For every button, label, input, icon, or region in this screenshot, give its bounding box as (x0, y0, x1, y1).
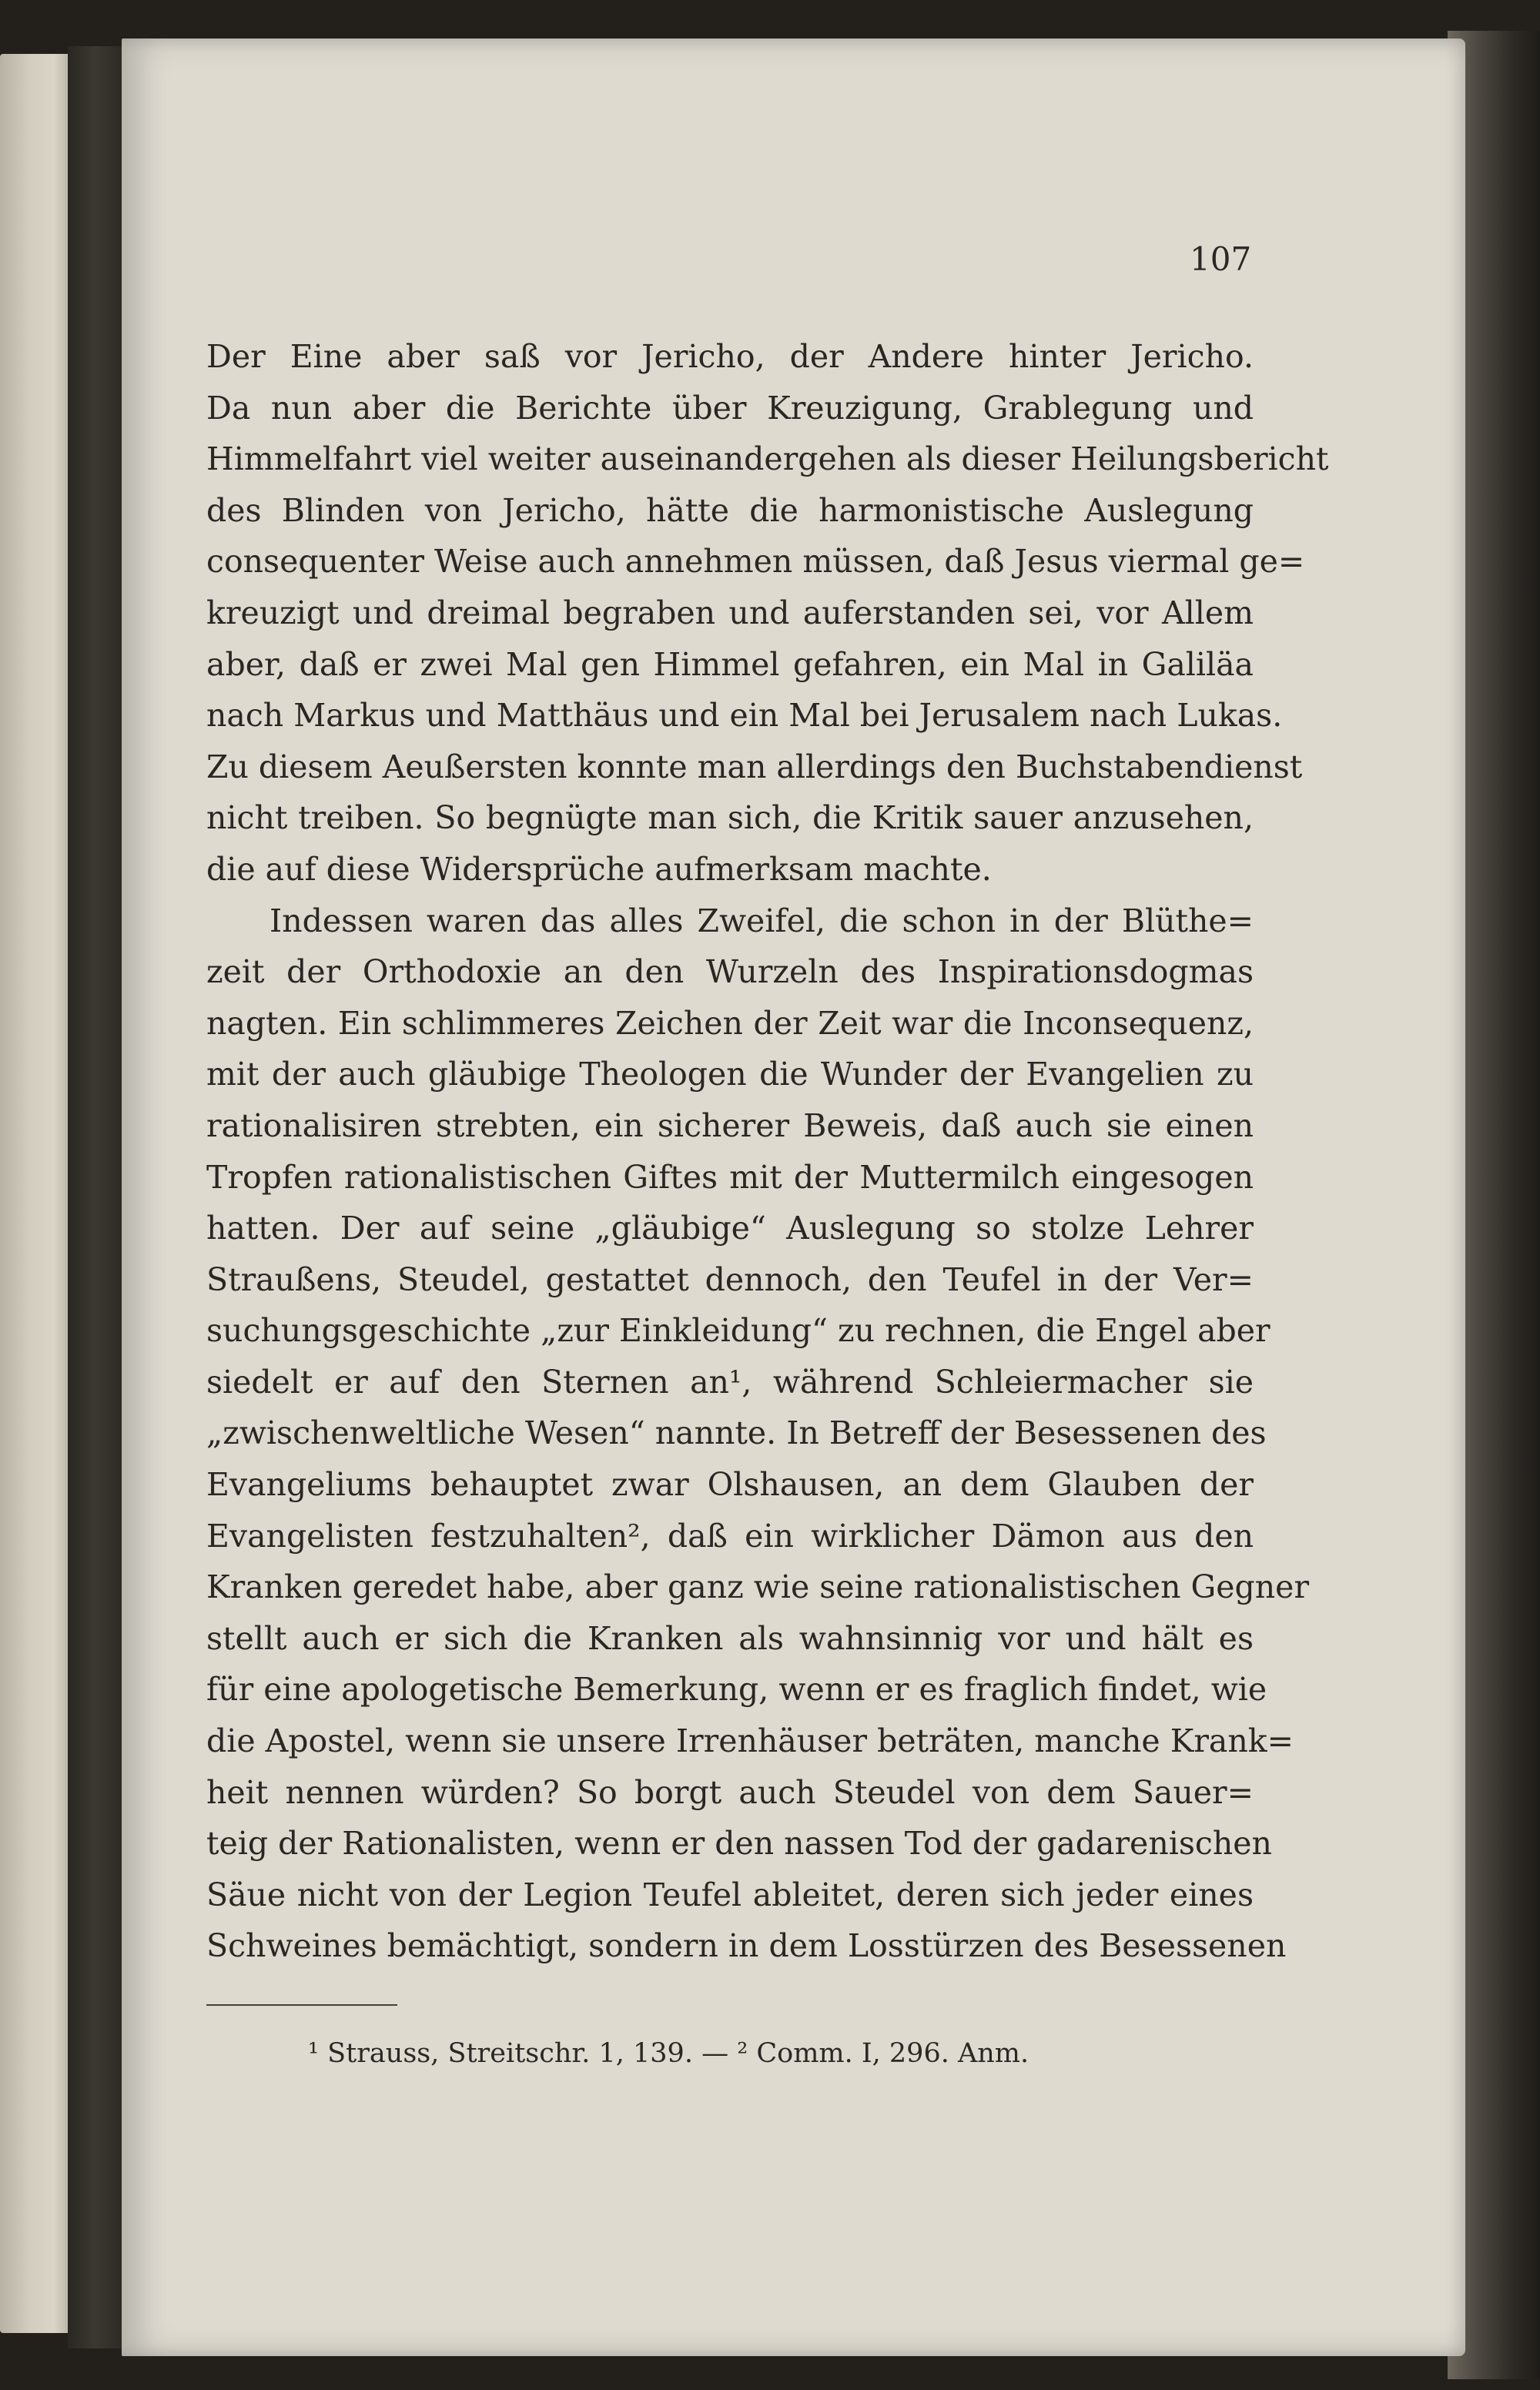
text-line: Zu diesem Aeußersten konnte man allerdings den Buchstabendienst (206, 748, 1303, 785)
text-line: rationalisiren strebten, ein sicherer Beweis, daß auch sie einen (206, 1106, 1254, 1144)
text-line: des Blinden von Jericho, hätte die harmonistische Auslegung (206, 491, 1254, 529)
text-line: Der Eine aber saß vor Jericho, der Andere hinter Jericho. (206, 338, 1254, 375)
text-line: Kranken geredet habe, aber ganz wie seine rationalistischen Gegner (206, 1568, 1310, 1606)
text-line: nach Markus und Matthäus und ein Mal bei Jerusalem nach Lukas. (206, 697, 1283, 735)
text-line: kreuzigt und dreimal begraben und auferstanden sei, vor Allem (206, 594, 1254, 631)
text-line: teig der Rationalisten, wenn er den nassen Tod der gadarenischen (206, 1825, 1272, 1863)
text-line: Indessen waren das alles Zweifel, die schon in der Blüthe= (270, 902, 1254, 939)
text-line: nicht treiben. So begnügte man sich, die Kritik sauer anzusehen, (206, 799, 1254, 837)
text-line: Himmelfahrt viel weiter auseinandergehen als dieser Heilungsbericht (206, 440, 1329, 478)
text-line: „zwischenweltliche Wesen“ nannte. In Betreff der Besessenen des (206, 1414, 1267, 1452)
text-line: hatten. Der auf seine „gläubige“ Auslegung so stolze Lehrer (206, 1210, 1254, 1247)
text-line: nagten. Ein schlimmeres Zeichen der Zeit war die Inconsequenz, (206, 1004, 1254, 1042)
text-line: Evangeliums behauptet zwar Olshausen, an dem Glauben der (206, 1466, 1254, 1504)
text-line: zeit der Orthodoxie an den Wurzeln des Inspirationsdogmas (206, 953, 1254, 991)
footnote-rule (206, 2004, 397, 2006)
text-line: die auf diese Widersprüche aufmerksam machte. (206, 850, 992, 888)
book-gutter (68, 46, 122, 2348)
body-text (206, 331, 1329, 1972)
text-line: Da nun aber die Berichte über Kreuzigung, Grablegung und (206, 389, 1254, 427)
text-line: stellt auch er sich die Kranken als wahnsinnig vor und hält es (206, 1619, 1254, 1657)
page-number: 107 (1190, 240, 1252, 278)
text-line: consequenter Weise auch annehmen müssen, daß Jesus viermal ge= (206, 543, 1305, 581)
text-line: die Apostel, wenn sie unsere Irrenhäuser beträten, manche Krank= (206, 1722, 1294, 1760)
text-line: mit der auch gläubige Theologen die Wunder der Evangelien zu (206, 1056, 1254, 1093)
text-line: Schweines bemächtigt, sondern in dem Losstürzen des Besessenen (206, 1927, 1287, 1965)
facing-page-edge (0, 54, 68, 2333)
text-line: siedelt er auf den Sternen an¹, während Schleiermacher sie (206, 1363, 1254, 1401)
text-line: suchungsgeschichte „zur Einkleidung“ zu rechnen, die Engel aber (206, 1312, 1270, 1350)
text-line: heit nennen würden? So borgt auch Steudel von dem Sauer= (206, 1773, 1254, 1811)
text-line: Straußens, Steudel, gestattet dennoch, den Teufel in der Ver= (206, 1260, 1254, 1298)
footnote: ¹ Strauss, Streitschr. 1, 139. — ² Comm. I, 296. Anm. (308, 2038, 1029, 2069)
text-line: Evangelisten festzuhalten², daß ein wirklicher Dämon aus den (206, 1517, 1254, 1555)
text-line: aber, daß er zwei Mal gen Himmel gefahren, ein Mal in Galiläa (206, 645, 1254, 683)
text-line: für eine apologetische Bemerkung, wenn er es fraglich findet, wie (206, 1671, 1267, 1709)
text-line: Säue nicht von der Legion Teufel ableitet, deren sich jeder eines (206, 1876, 1254, 1913)
text-line: Tropfen rationalistischen Giftes mit der Muttermilch eingesogen (206, 1158, 1254, 1196)
